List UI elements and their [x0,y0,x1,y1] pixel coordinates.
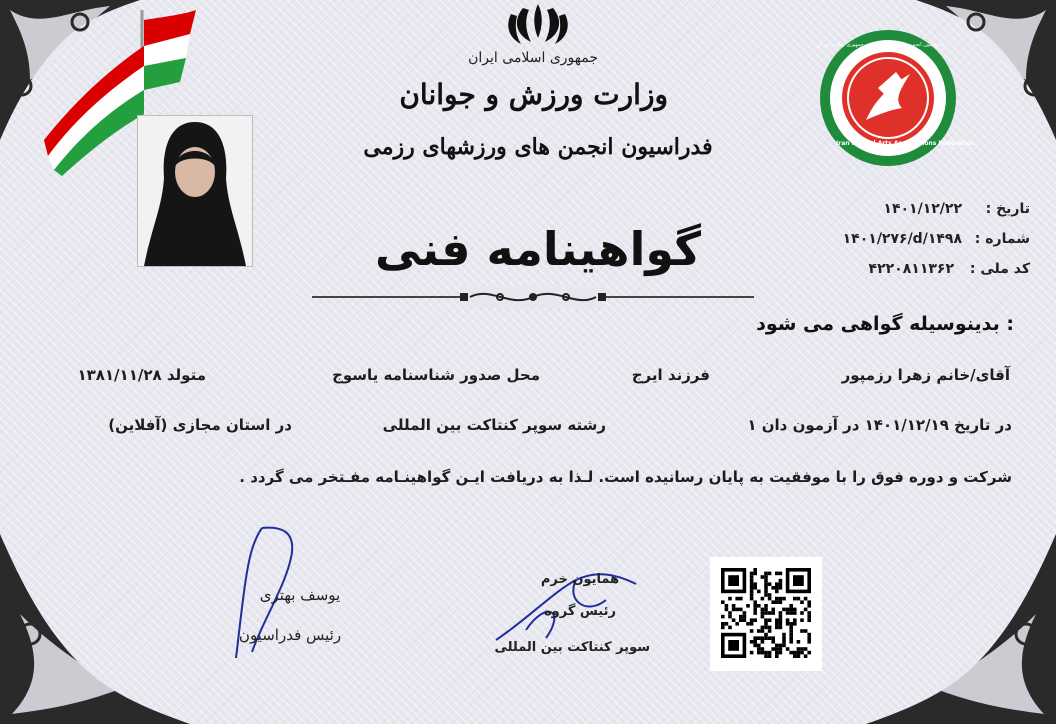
name-label: آقای/خانم [936,366,1010,384]
portrait-icon [138,116,252,266]
person-line-name [841,366,1010,384]
exam-line-date [730,416,1012,434]
birthplace-label: محل صدور شناسنامه [383,366,540,384]
birthplace-value: یاسوج [332,366,379,384]
ministry-text: وزارت ورزش و جوانان [399,78,668,111]
intro-text: : بدینوسیله گواهی می شود [756,313,1014,335]
signature-middle-role: رئیس گروه [544,604,616,619]
father-label: فرزند [667,366,710,384]
holder-photo [137,115,253,267]
person-line-born [56,366,206,384]
corner-ornament-bottom-left [0,514,200,724]
signature-middle-field: سوپر کنتاکت بین المللی [494,640,650,655]
date-label: تاریخ : [985,201,1030,217]
verification-qr-code[interactable] [710,557,822,671]
signature-middle-name: همایون خرم [540,572,620,587]
exam-field: رشته سوپر کنتاکت بین المللی [382,416,606,434]
qr-code-icon [710,557,822,671]
born-label: متولد [166,366,206,384]
exam-line-province [106,416,292,434]
exam-label: در آزمون دان [761,416,860,434]
province-label: در استان [225,416,292,434]
exam-date-label: در تاریخ [954,416,1012,434]
exam-date-value: ۱۴۰۱/۱۲/۱۹ [864,416,949,434]
federation-logo [817,28,975,168]
iran-emblem-icon [503,0,573,44]
person-line-birthplace [310,366,540,384]
date-value: ۱۴۰۱/۱۲/۲۲ [883,201,962,217]
logo-ring-text-fa: فدراسیون انجمن های ورزشهای رزمی جمهوری اسلامی ایران [817,42,944,48]
closing-text: شرکت و دوره فوق را با موفقیت به پایان رسانیده است. لـذا به دریافت ایـن گواهینـامه مفـتخر می گردد . [239,468,1012,486]
number-label: شماره : [974,231,1030,247]
dan-value: ۱ [747,416,757,434]
logo-ring-text: Iran Martial Arts Associations Federation [836,140,975,147]
corner-ornament-bottom-right [856,514,1056,724]
certificate-title: گواهینامه فنی [375,222,701,276]
republic-text: جمهوری اسلامی ایران [468,50,598,66]
number-value: ۱۴۰۱/۲۷۶/d/۱۴۹۸ [842,231,962,247]
federation-logo-icon [818,28,975,168]
name-value: زهرا رزمپور [841,366,932,384]
father-value: ایرج [631,366,663,384]
province-value: مجازی (آفلاین) [108,416,221,434]
federation-text: فدراسیون انجمن های ورزشهای رزمی [363,134,713,160]
national-code-value: ۴۲۲۰۸۱۱۳۶۲ [868,261,954,277]
person-line-father [600,366,710,384]
divider-ornament-icon [460,286,606,308]
signature-left-title: رئیس فدراسیون [238,626,342,644]
national-code-label: کد ملی : [969,261,1030,277]
signature-left-name: یوسف بهتری [259,586,341,604]
born-value: ۱۳۸۱/۱۱/۲۸ [77,366,162,384]
